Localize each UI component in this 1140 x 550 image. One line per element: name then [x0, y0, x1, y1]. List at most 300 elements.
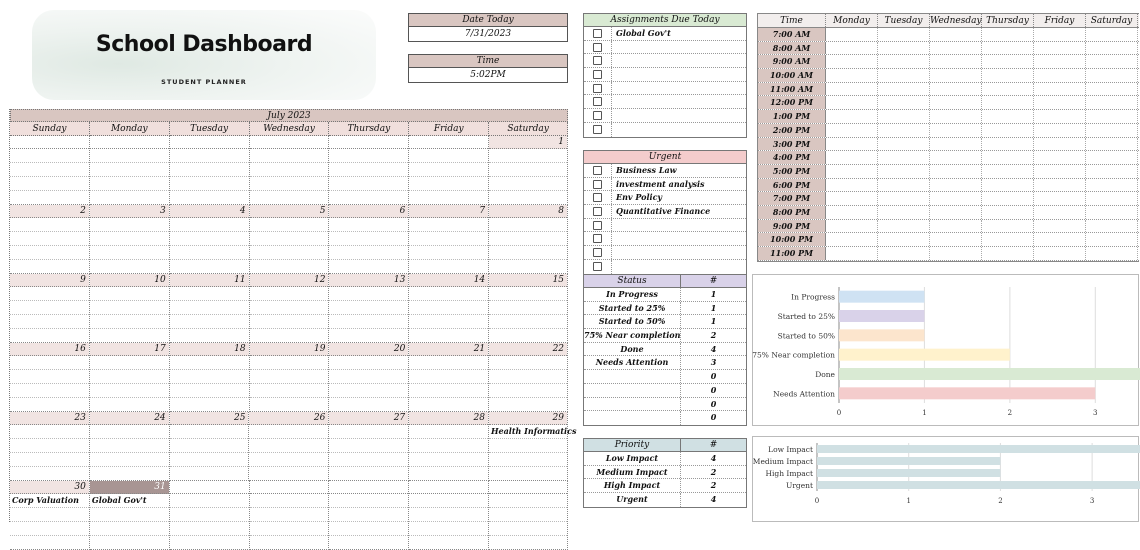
timetable-slot[interactable]	[826, 55, 878, 68]
timetable-slot[interactable]	[930, 42, 982, 55]
timetable-slot[interactable]	[930, 165, 982, 178]
calendar-event-line[interactable]	[90, 356, 169, 370]
timetable-slot[interactable]	[1034, 192, 1086, 205]
calendar-day-cell[interactable]	[10, 343, 90, 412]
timetable-slot[interactable]	[930, 69, 982, 82]
calendar-event-line[interactable]	[170, 536, 249, 549]
calendar-event-line[interactable]	[329, 149, 408, 163]
timetable-slot[interactable]	[826, 206, 878, 219]
calendar-day-cell[interactable]	[489, 481, 568, 550]
calendar-event-line[interactable]	[409, 453, 488, 467]
calendar-event-line[interactable]	[10, 425, 89, 439]
calendar-event-line[interactable]	[90, 260, 169, 273]
calendar-event-line[interactable]	[250, 232, 329, 246]
calendar-day-cell[interactable]	[489, 205, 568, 274]
timetable-slot[interactable]	[930, 151, 982, 164]
timetable-slot[interactable]	[1034, 233, 1086, 246]
calendar-event-line[interactable]	[250, 177, 329, 191]
calendar-event-line[interactable]	[90, 453, 169, 467]
calendar-day-cell[interactable]	[170, 205, 250, 274]
timetable-slot[interactable]	[1086, 220, 1138, 233]
calendar-day-cell[interactable]	[409, 412, 489, 481]
calendar-day-cell[interactable]	[250, 274, 330, 343]
calendar-event-line[interactable]	[329, 329, 408, 342]
timetable-slot[interactable]	[878, 247, 930, 260]
calendar-event-line[interactable]	[489, 467, 567, 480]
calendar-event-line[interactable]: Health Informatics	[489, 425, 567, 439]
calendar-event-line[interactable]	[329, 453, 408, 467]
calendar-event-line[interactable]	[250, 398, 329, 411]
timetable-slot[interactable]	[878, 192, 930, 205]
timetable-slot[interactable]	[1034, 165, 1086, 178]
timetable-slot[interactable]	[982, 138, 1034, 151]
calendar-event-line[interactable]	[329, 370, 408, 384]
calendar-event-line[interactable]	[90, 191, 169, 204]
calendar-day-cell[interactable]	[329, 343, 409, 412]
status-label[interactable]	[584, 384, 681, 397]
timetable-slot[interactable]	[878, 206, 930, 219]
calendar-event-line[interactable]	[90, 149, 169, 163]
timetable-slot[interactable]	[982, 192, 1034, 205]
calendar-event-line[interactable]	[10, 246, 89, 260]
timetable-slot[interactable]	[930, 179, 982, 192]
calendar-event-line[interactable]	[409, 149, 488, 163]
timetable-slot[interactable]	[878, 55, 930, 68]
urgent-item-text[interactable]	[612, 232, 746, 245]
calendar-event-line[interactable]	[329, 191, 408, 204]
calendar-event-line[interactable]	[489, 453, 567, 467]
calendar-event-line[interactable]	[170, 453, 249, 467]
timetable-slot[interactable]	[1034, 28, 1086, 41]
timetable-slot[interactable]	[826, 96, 878, 109]
checkbox[interactable]	[593, 166, 602, 175]
calendar-event-line[interactable]	[10, 329, 89, 342]
checkbox[interactable]	[593, 29, 602, 38]
timetable-slot[interactable]	[930, 110, 982, 123]
calendar-event-line[interactable]	[329, 522, 408, 536]
calendar-event-line[interactable]	[170, 398, 249, 411]
calendar-day-cell[interactable]	[409, 274, 489, 343]
timetable-slot[interactable]	[878, 124, 930, 137]
calendar-day-cell[interactable]	[250, 205, 330, 274]
timetable-slot[interactable]	[1086, 55, 1138, 68]
date-today-value[interactable]: 7/31/2023	[464, 29, 512, 39]
timetable-slot[interactable]	[1034, 42, 1086, 55]
checkbox[interactable]	[593, 97, 602, 106]
calendar-event-line[interactable]	[329, 301, 408, 315]
timetable-slot[interactable]	[930, 220, 982, 233]
timetable-slot[interactable]	[930, 233, 982, 246]
calendar-event-line[interactable]	[10, 439, 89, 453]
calendar-event-line[interactable]	[250, 246, 329, 260]
calendar-event-line[interactable]	[329, 384, 408, 398]
priority-label[interactable]: High Impact	[584, 479, 681, 492]
calendar-day-cell[interactable]	[10, 481, 90, 550]
calendar-event-line[interactable]	[329, 315, 408, 329]
checkbox[interactable]	[593, 111, 602, 120]
timetable-slot[interactable]	[1086, 233, 1138, 246]
timetable-slot[interactable]	[982, 110, 1034, 123]
timetable-slot[interactable]	[982, 247, 1034, 260]
calendar-event-line[interactable]	[329, 508, 408, 522]
calendar-event-line[interactable]	[90, 439, 169, 453]
calendar-event-line[interactable]	[10, 232, 89, 246]
timetable-slot[interactable]	[826, 110, 878, 123]
calendar-event-line[interactable]	[10, 287, 89, 301]
calendar-day-cell[interactable]	[329, 274, 409, 343]
calendar-day-cell[interactable]	[489, 412, 577, 481]
timetable-slot[interactable]	[826, 83, 878, 96]
calendar-event-line[interactable]	[329, 246, 408, 260]
assignment-text[interactable]	[612, 95, 746, 108]
calendar-day-cell[interactable]	[250, 136, 330, 205]
timetable-slot[interactable]	[826, 42, 878, 55]
timetable-slot[interactable]	[930, 28, 982, 41]
calendar-event-line[interactable]	[329, 494, 408, 508]
timetable-slot[interactable]	[1086, 179, 1138, 192]
status-label[interactable]	[584, 411, 681, 425]
assignment-text[interactable]	[612, 68, 746, 81]
calendar-event-line[interactable]	[170, 425, 249, 439]
calendar-event-line[interactable]	[10, 508, 89, 522]
calendar-event-line[interactable]	[409, 260, 488, 273]
calendar-event-line[interactable]: Corp Valuation	[10, 494, 89, 508]
timetable-slot[interactable]	[1086, 96, 1138, 109]
timetable-slot[interactable]	[982, 83, 1034, 96]
timetable-slot[interactable]	[1034, 124, 1086, 137]
status-label[interactable]: Needs Attention	[584, 356, 681, 369]
calendar-event-line[interactable]	[329, 260, 408, 273]
calendar-event-line[interactable]	[409, 301, 488, 315]
timetable-slot[interactable]	[930, 206, 982, 219]
checkbox[interactable]	[593, 84, 602, 93]
calendar-day-cell[interactable]	[489, 343, 568, 412]
calendar-event-line[interactable]	[170, 163, 249, 177]
calendar-event-line[interactable]	[170, 439, 249, 453]
calendar-day-cell[interactable]	[329, 481, 409, 550]
calendar-event-line[interactable]	[409, 384, 488, 398]
calendar-event-line[interactable]	[170, 218, 249, 232]
calendar-event-line[interactable]	[90, 384, 169, 398]
timetable-slot[interactable]	[1086, 165, 1138, 178]
calendar-event-line[interactable]	[409, 218, 488, 232]
calendar-day-cell[interactable]	[90, 343, 170, 412]
calendar-event-line[interactable]	[489, 260, 567, 273]
timetable-slot[interactable]	[1034, 110, 1086, 123]
calendar-day-cell[interactable]	[409, 136, 489, 205]
calendar-event-line[interactable]	[10, 149, 89, 163]
calendar-event-line[interactable]	[170, 522, 249, 536]
time-value[interactable]: 5:02PM	[470, 70, 506, 80]
urgent-item-text[interactable]	[612, 246, 746, 259]
calendar-event-line[interactable]	[170, 508, 249, 522]
calendar-event-line[interactable]	[409, 467, 488, 480]
timetable-slot[interactable]	[982, 220, 1034, 233]
calendar-event-line[interactable]	[409, 191, 488, 204]
timetable-slot[interactable]	[878, 28, 930, 41]
calendar-day-cell[interactable]	[489, 274, 568, 343]
calendar-day-cell[interactable]	[329, 136, 409, 205]
timetable-slot[interactable]	[1086, 83, 1138, 96]
calendar-event-line[interactable]	[329, 467, 408, 480]
calendar-event-line[interactable]	[10, 177, 89, 191]
checkbox[interactable]	[593, 234, 602, 243]
timetable-slot[interactable]	[1086, 138, 1138, 151]
timetable-slot[interactable]	[1034, 206, 1086, 219]
calendar-day-cell[interactable]	[409, 343, 489, 412]
calendar-event-line[interactable]	[409, 356, 488, 370]
timetable-slot[interactable]	[826, 192, 878, 205]
calendar-event-line[interactable]	[170, 177, 249, 191]
timetable-slot[interactable]	[1034, 138, 1086, 151]
calendar-day-cell[interactable]	[90, 412, 170, 481]
calendar-event-line[interactable]	[90, 398, 169, 411]
calendar-event-line[interactable]	[250, 384, 329, 398]
calendar-event-line[interactable]	[489, 329, 567, 342]
calendar-event-line[interactable]	[170, 329, 249, 342]
calendar-day-cell[interactable]	[170, 481, 250, 550]
checkbox[interactable]	[593, 70, 602, 79]
calendar-day-cell[interactable]	[10, 412, 90, 481]
calendar-event-line[interactable]	[250, 218, 329, 232]
status-label[interactable]: In Progress	[584, 288, 681, 301]
timetable-slot[interactable]	[982, 179, 1034, 192]
timetable-slot[interactable]	[1034, 83, 1086, 96]
checkbox[interactable]	[593, 248, 602, 257]
calendar-event-line[interactable]	[90, 370, 169, 384]
calendar-event-line[interactable]	[489, 315, 567, 329]
calendar-day-cell[interactable]	[90, 205, 170, 274]
calendar-event-line[interactable]	[10, 453, 89, 467]
timetable-slot[interactable]	[982, 96, 1034, 109]
calendar-event-line[interactable]	[90, 163, 169, 177]
status-label[interactable]: Started to 50%	[584, 315, 681, 328]
timetable-slot[interactable]	[1086, 192, 1138, 205]
timetable-slot[interactable]	[878, 42, 930, 55]
calendar-event-line[interactable]	[250, 536, 329, 549]
calendar-event-line[interactable]	[409, 246, 488, 260]
calendar-event-line[interactable]	[409, 315, 488, 329]
calendar-event-line[interactable]	[409, 329, 488, 342]
checkbox[interactable]	[593, 193, 602, 202]
calendar-event-line[interactable]	[329, 398, 408, 411]
checkbox[interactable]	[593, 180, 602, 189]
calendar-event-line[interactable]	[90, 315, 169, 329]
calendar-event-line[interactable]	[10, 260, 89, 273]
calendar-event-line[interactable]	[10, 398, 89, 411]
calendar-event-line[interactable]	[329, 287, 408, 301]
priority-label[interactable]: Medium Impact	[584, 466, 681, 479]
checkbox[interactable]	[593, 262, 602, 271]
calendar-event-line[interactable]	[10, 467, 89, 480]
calendar-event-line[interactable]	[170, 260, 249, 273]
calendar-day-cell[interactable]	[249, 412, 329, 481]
calendar-event-line[interactable]	[250, 494, 329, 508]
status-label[interactable]: Done	[584, 343, 681, 356]
calendar-day-cell[interactable]	[329, 412, 409, 481]
timetable-slot[interactable]	[826, 179, 878, 192]
priority-label[interactable]: Low Impact	[584, 452, 681, 465]
checkbox[interactable]	[593, 56, 602, 65]
calendar-event-line[interactable]	[489, 370, 567, 384]
calendar-event-line[interactable]	[409, 232, 488, 246]
calendar-event-line[interactable]	[170, 467, 249, 480]
timetable-slot[interactable]	[982, 55, 1034, 68]
calendar-event-line[interactable]	[170, 315, 249, 329]
calendar-event-line[interactable]	[170, 384, 249, 398]
calendar-event-line[interactable]	[409, 398, 488, 411]
calendar-event-line[interactable]	[409, 287, 488, 301]
status-label[interactable]	[584, 398, 681, 411]
checkbox[interactable]	[593, 207, 602, 216]
assignment-text[interactable]	[612, 109, 746, 122]
calendar-day-cell[interactable]	[90, 274, 170, 343]
timetable-slot[interactable]	[982, 233, 1034, 246]
calendar-event-line[interactable]	[250, 163, 329, 177]
calendar-event-line[interactable]	[409, 508, 488, 522]
calendar-event-line[interactable]	[329, 177, 408, 191]
calendar-event-line[interactable]	[90, 232, 169, 246]
calendar-day-cell[interactable]	[170, 136, 250, 205]
assignment-text[interactable]	[612, 54, 746, 67]
calendar-event-line[interactable]	[90, 177, 169, 191]
calendar-event-line[interactable]	[329, 218, 408, 232]
calendar-event-line[interactable]	[489, 536, 567, 549]
calendar-event-line[interactable]	[489, 508, 567, 522]
calendar-event-line[interactable]	[489, 522, 567, 536]
calendar-event-line[interactable]	[10, 522, 89, 536]
calendar-day-cell[interactable]	[329, 205, 409, 274]
urgent-item-text[interactable]: Business Law	[616, 165, 677, 175]
calendar-event-line[interactable]	[489, 163, 567, 177]
timetable-slot[interactable]	[826, 247, 878, 260]
calendar-day-cell[interactable]	[409, 481, 489, 550]
timetable-slot[interactable]	[878, 179, 930, 192]
timetable-slot[interactable]	[930, 96, 982, 109]
calendar-event-line[interactable]	[90, 522, 169, 536]
calendar-day-cell[interactable]	[90, 481, 170, 550]
calendar-event-line[interactable]	[170, 149, 249, 163]
timetable-slot[interactable]	[930, 124, 982, 137]
timetable-slot[interactable]	[982, 151, 1034, 164]
calendar-event-line[interactable]	[90, 218, 169, 232]
calendar-event-line[interactable]	[90, 536, 169, 549]
calendar-day-cell[interactable]	[10, 136, 90, 205]
calendar-day-cell[interactable]	[489, 136, 568, 205]
timetable-slot[interactable]	[982, 165, 1034, 178]
calendar-event-line[interactable]	[90, 508, 169, 522]
calendar-event-line[interactable]	[409, 522, 488, 536]
timetable-slot[interactable]	[930, 192, 982, 205]
timetable-slot[interactable]	[826, 165, 878, 178]
calendar-event-line[interactable]	[489, 301, 567, 315]
timetable-slot[interactable]	[826, 233, 878, 246]
calendar-event-line[interactable]	[250, 329, 329, 342]
calendar-event-line[interactable]	[329, 536, 408, 549]
calendar-event-line[interactable]	[10, 301, 89, 315]
urgent-item-text[interactable]	[612, 260, 746, 274]
timetable-slot[interactable]	[1086, 69, 1138, 82]
timetable-slot[interactable]	[1086, 110, 1138, 123]
calendar-day-cell[interactable]	[170, 274, 250, 343]
timetable-slot[interactable]	[1086, 124, 1138, 137]
timetable-slot[interactable]	[1034, 179, 1086, 192]
timetable-slot[interactable]	[826, 138, 878, 151]
calendar-event-line[interactable]	[90, 246, 169, 260]
timetable-slot[interactable]	[982, 124, 1034, 137]
calendar-event-line[interactable]	[250, 301, 329, 315]
timetable-slot[interactable]	[1086, 42, 1138, 55]
calendar-event-line[interactable]	[10, 370, 89, 384]
timetable-slot[interactable]	[1034, 55, 1086, 68]
calendar-event-line[interactable]	[489, 494, 567, 508]
calendar-event-line[interactable]	[409, 439, 488, 453]
calendar-event-line[interactable]	[409, 177, 488, 191]
calendar-event-line[interactable]	[250, 260, 329, 273]
urgent-item-text[interactable]: Env Policy	[616, 192, 663, 203]
calendar-event-line[interactable]	[250, 508, 329, 522]
calendar-event-line[interactable]	[409, 494, 488, 508]
timetable-slot[interactable]	[982, 42, 1034, 55]
calendar-event-line[interactable]	[409, 163, 488, 177]
timetable-slot[interactable]	[826, 69, 878, 82]
calendar-event-line[interactable]	[170, 494, 249, 508]
timetable-slot[interactable]	[1034, 96, 1086, 109]
timetable-slot[interactable]	[982, 69, 1034, 82]
calendar-event-line[interactable]	[250, 149, 329, 163]
priority-label[interactable]: Urgent	[584, 493, 681, 507]
calendar-event-line[interactable]	[489, 356, 567, 370]
timetable-slot[interactable]	[1034, 69, 1086, 82]
timetable-slot[interactable]	[930, 247, 982, 260]
timetable-slot[interactable]	[878, 165, 930, 178]
timetable-slot[interactable]	[878, 69, 930, 82]
calendar-event-line[interactable]	[250, 191, 329, 204]
timetable-slot[interactable]	[878, 151, 930, 164]
assignment-text[interactable]	[612, 123, 746, 137]
calendar-event-line[interactable]	[10, 356, 89, 370]
timetable-slot[interactable]	[826, 220, 878, 233]
calendar-event-line[interactable]	[249, 453, 328, 467]
calendar-event-line[interactable]	[329, 232, 408, 246]
checkbox[interactable]	[593, 43, 602, 52]
calendar-event-line[interactable]	[170, 356, 249, 370]
calendar-event-line[interactable]	[90, 329, 169, 342]
calendar-event-line[interactable]	[250, 356, 329, 370]
checkbox[interactable]	[593, 125, 602, 134]
timetable-slot[interactable]	[930, 138, 982, 151]
calendar-event-line[interactable]	[170, 370, 249, 384]
calendar-event-line[interactable]	[409, 536, 488, 549]
urgent-item-text[interactable]: investment analysis	[616, 178, 705, 189]
calendar-event-line[interactable]	[329, 356, 408, 370]
status-label[interactable]: 75% Near completion	[584, 330, 681, 341]
timetable-slot[interactable]	[1086, 151, 1138, 164]
assignment-text[interactable]: Global Gov't	[616, 28, 671, 38]
assignment-text[interactable]	[612, 41, 746, 54]
calendar-event-line[interactable]	[10, 191, 89, 204]
calendar-event-line[interactable]	[90, 425, 169, 439]
timetable-slot[interactable]	[826, 151, 878, 164]
assignment-text[interactable]	[612, 82, 746, 95]
calendar-event-line[interactable]	[249, 439, 328, 453]
calendar-day-cell[interactable]	[170, 412, 250, 481]
calendar-event-line[interactable]	[170, 287, 249, 301]
timetable-slot[interactable]	[878, 110, 930, 123]
calendar-event-line[interactable]	[249, 467, 328, 480]
timetable-slot[interactable]	[1034, 220, 1086, 233]
urgent-item-text[interactable]: Quantitative Finance	[616, 206, 711, 217]
